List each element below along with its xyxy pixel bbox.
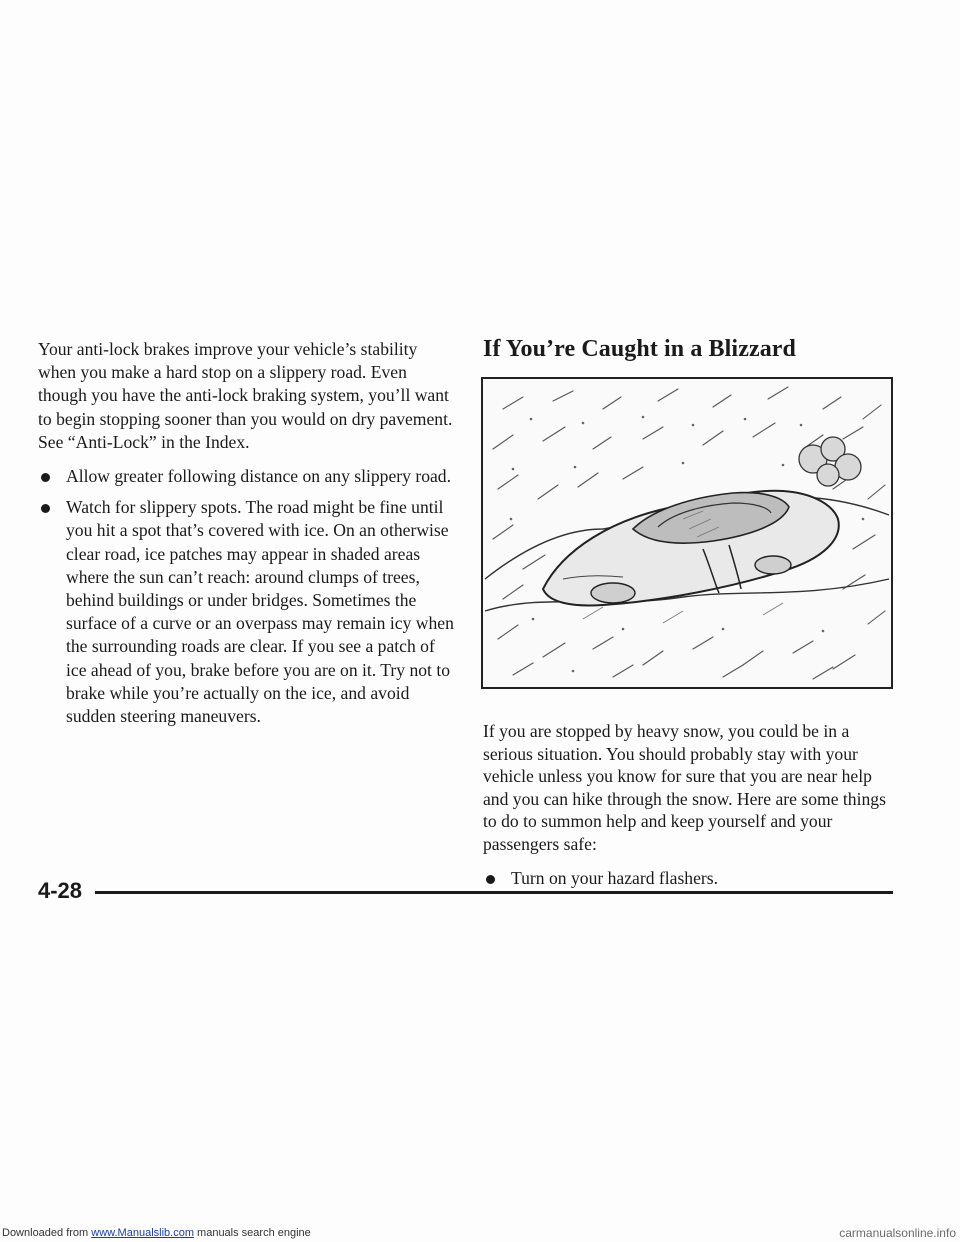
exhaust-cloud: [799, 437, 861, 486]
manualslib-link[interactable]: www.Manualslib.com: [91, 1227, 194, 1239]
list-item: [38, 496, 458, 728]
left-column: [38, 338, 458, 736]
bullet-icon: [41, 504, 50, 513]
download-banner: [0, 1226, 960, 1242]
right-bullet-list: [483, 867, 899, 890]
bullet-icon: [41, 473, 50, 482]
section-heading: If You’re Caught in a Blizzard: [483, 336, 797, 362]
right-column: [483, 720, 899, 897]
bullet-text: Watch for slippery spots. The road might be fine until you hit a spot that’s covered with ice. On an otherwise clear road, ice patches may appear in shaded areas where the sun can’t reach: around clumps of trees, behind buildings or under bridges. Sometimes the surface of a curve or an overpass may remain icy when the surrounding roads are clear. If you see a patch of ice ahead of you, brake before you are on it. Try not to brake while you’re actually on the ice, and avoid sudden steering maneuvers.: [66, 497, 454, 727]
list-item: [38, 465, 458, 488]
list-item: [483, 867, 899, 890]
blizzard-car-illustration: [481, 377, 893, 689]
snow-car-drawing: [483, 379, 891, 687]
download-suffix: manuals search engine: [193, 1227, 311, 1239]
bullet-text: Allow greater following distance on any slippery road.: [66, 466, 452, 487]
intro-paragraph: Your anti-lock brakes improve your vehicle’s stability when you make a hard stop on a slippery road. Even though you have the anti-lock braking system, you’ll want to begin stopping sooner than you would on dry pavement. See “Anti-Lock” in the Index.: [38, 339, 453, 452]
download-prefix: Downloaded from: [2, 1227, 92, 1239]
download-note: [2, 1227, 311, 1239]
watermark: carmanualsonline.info: [839, 1226, 956, 1240]
left-bullet-list: [38, 465, 458, 728]
bullet-icon: [486, 875, 495, 884]
car-body: [543, 491, 839, 606]
bullet-text: Turn on your hazard flashers.: [511, 867, 719, 888]
footer-divider: [95, 891, 893, 894]
page-number: 4-28: [38, 878, 83, 903]
blizzard-paragraph: If you are stopped by heavy snow, you could be in a serious situation. You should probably stay with your vehicle unless you know for sure that you are near help and you can hike through the snow. Here are some things to do to summon help and keep yourself and your passengers safe:: [483, 721, 886, 854]
